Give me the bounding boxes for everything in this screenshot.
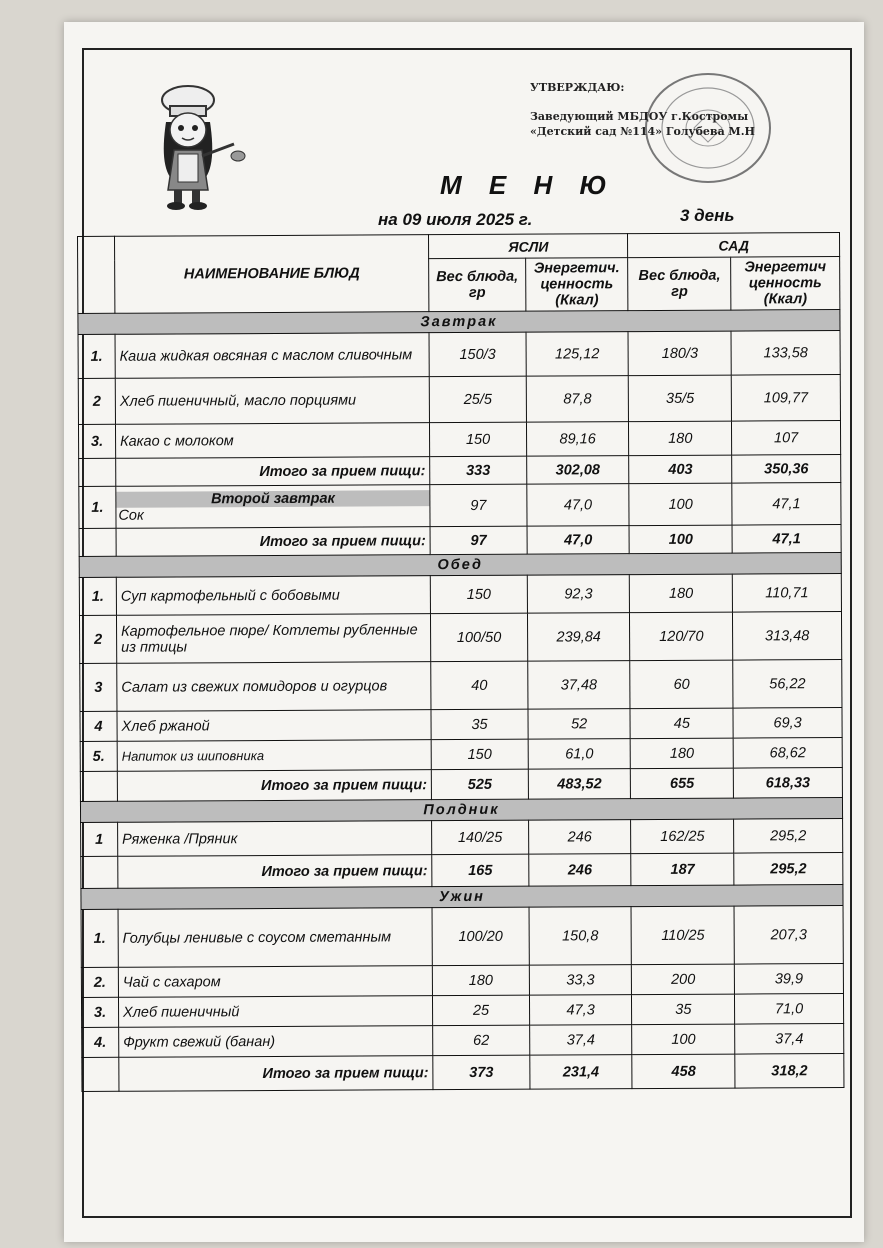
energy-kindergarten: 69,3 (733, 708, 842, 739)
weight-kindergarten: 100 (632, 1024, 735, 1055)
weight-nursery: 25 (433, 995, 530, 1026)
total-label: Итого за прием пищи: (119, 1056, 433, 1092)
energy-nursery: 52 (528, 709, 631, 740)
header-group-nursery: ЯСЛИ (429, 234, 628, 259)
empty-cell (79, 458, 116, 486)
energy-nursery: 33,3 (529, 965, 632, 996)
row-number: 1. (79, 486, 116, 528)
section-title: Полдник (80, 797, 842, 822)
energy-nursery: 125,12 (526, 332, 629, 377)
dish-name: Какао с молоком (115, 423, 429, 459)
total-energy-nursery: 47,0 (527, 526, 630, 555)
row-number: 2 (79, 615, 116, 663)
header-energy-2: Энергетич ценность (Ккал) (731, 257, 840, 311)
dish-cell (116, 485, 430, 529)
table-row (80, 660, 842, 712)
energy-nursery: 61,0 (528, 739, 631, 770)
table-row (79, 612, 841, 664)
energy-nursery: 89,16 (526, 422, 629, 457)
total-weight-nursery: 165 (432, 854, 529, 887)
total-energy-nursery: 302,08 (526, 456, 629, 485)
table-row (78, 421, 840, 459)
row-number: 1. (78, 334, 115, 378)
header-weight-1: Вес блюда, гр (429, 258, 526, 312)
snack-rows (81, 818, 843, 888)
total-weight-kindergarten: 100 (629, 525, 732, 554)
energy-nursery: 47,0 (527, 484, 630, 527)
dish-name: Фрукт свежий (банан) (119, 1026, 433, 1058)
energy-kindergarten: 107 (732, 421, 841, 456)
header-weight-2: Вес блюда, гр (628, 257, 731, 311)
approval-title: УТВЕРЖДАЮ: (530, 81, 625, 94)
total-energy-nursery: 483,52 (528, 769, 631, 800)
weight-nursery: 150/3 (429, 332, 526, 377)
dish-name: Ряженка /Пряник (118, 821, 432, 857)
dish-name: Чай с сахаром (118, 966, 432, 998)
energy-kindergarten: 313,48 (733, 612, 842, 661)
energy-kindergarten: 109,77 (731, 375, 840, 422)
header-name: НАИМЕНОВАНИЕ БЛЮД (114, 235, 429, 314)
total-energy-kindergarten: 47,1 (732, 525, 841, 554)
dish-name: Картофельное пюре/ Котлеты рубленные из птицы (116, 614, 430, 664)
weight-nursery: 100/50 (431, 613, 528, 662)
energy-nursery: 87,8 (526, 376, 629, 423)
energy-kindergarten: 133,58 (731, 331, 840, 376)
table-row (80, 738, 842, 772)
weight-nursery: 62 (433, 1025, 530, 1056)
energy-kindergarten: 47,1 (732, 483, 841, 526)
row-number: 4 (80, 711, 117, 741)
weight-nursery: 150 (431, 739, 528, 770)
table-row (81, 963, 843, 997)
dinner-rows (81, 905, 844, 1091)
approval-line-1: Заведующий МБДОУ г.Костромы (530, 110, 749, 123)
total-row (82, 1053, 844, 1091)
table-row (81, 993, 843, 1027)
total-weight-kindergarten: 458 (632, 1054, 735, 1089)
total-row (79, 525, 841, 557)
total-weight-nursery: 333 (430, 456, 527, 485)
row-number: 5. (80, 741, 117, 771)
table-row (78, 331, 840, 379)
energy-nursery: 37,4 (529, 1025, 632, 1056)
weight-kindergarten: 35/5 (629, 375, 732, 422)
weight-kindergarten: 162/25 (631, 819, 734, 854)
chef-girl-illustration (140, 82, 250, 212)
energy-nursery: 47,3 (529, 995, 632, 1026)
weight-kindergarten: 60 (630, 660, 733, 709)
energy-nursery: 246 (528, 820, 631, 855)
row-number: 3. (78, 424, 115, 458)
energy-kindergarten: 37,4 (735, 1023, 844, 1054)
menu-date: на 09 июля 2025 г. (378, 210, 533, 229)
section-title: Обед (79, 553, 841, 578)
row-number: 3. (81, 997, 118, 1027)
dish-name: Хлеб пшеничный (118, 996, 432, 1028)
approval-block (530, 80, 755, 139)
weight-kindergarten: 180 (630, 574, 733, 613)
section-second-breakfast: Второй завтрак (116, 490, 429, 508)
total-label: Итого за прием пищи: (116, 457, 430, 487)
total-label: Итого за прием пищи: (118, 855, 432, 889)
header-number-cell (78, 236, 115, 313)
menu-title: М Е Н Ю (440, 170, 617, 200)
total-row (80, 768, 842, 802)
row-number: 1. (81, 909, 118, 967)
total-energy-nursery: 231,4 (530, 1055, 633, 1090)
energy-kindergarten: 56,22 (733, 660, 842, 709)
dish-name: Суп картофельный с бобовыми (116, 576, 430, 616)
header-energy-1: Энергетич. ценность (Ккал) (525, 258, 628, 312)
total-row (81, 852, 843, 888)
dish-name: Голубцы ленивые с соусом сметанным (118, 908, 433, 968)
row-number: 2 (78, 378, 115, 424)
weight-nursery: 150 (430, 422, 527, 457)
section-title: Завтрак (78, 310, 840, 335)
energy-kindergarten: 110,71 (732, 574, 841, 613)
total-weight-kindergarten: 187 (631, 853, 734, 886)
weight-nursery: 150 (430, 575, 527, 614)
weight-nursery: 97 (430, 484, 527, 527)
table-row (81, 905, 843, 967)
total-weight-nursery: 373 (433, 1055, 530, 1090)
weight-nursery: 35 (431, 709, 528, 740)
total-label: Итого за прием пищи: (116, 527, 430, 557)
energy-kindergarten: 71,0 (735, 993, 844, 1024)
weight-kindergarten: 45 (630, 708, 733, 739)
total-weight-nursery: 97 (430, 526, 527, 555)
menu-table (77, 232, 844, 1092)
total-row (79, 455, 841, 487)
lunch-rows (79, 574, 842, 802)
table-row (78, 375, 840, 425)
row-number: 2. (81, 967, 118, 997)
energy-kindergarten: 207,3 (734, 905, 843, 964)
energy-nursery: 150,8 (529, 907, 632, 966)
empty-cell (82, 1057, 119, 1091)
row-number: 4. (82, 1027, 119, 1057)
table-row (80, 708, 842, 742)
total-energy-nursery: 246 (528, 854, 631, 887)
total-weight-nursery: 525 (432, 769, 529, 800)
table-row (79, 483, 841, 529)
empty-cell (79, 528, 116, 556)
header-group-kindergarten: САД (628, 233, 840, 258)
dish-name: Сок (118, 507, 144, 524)
total-energy-kindergarten: 318,2 (735, 1053, 844, 1088)
energy-kindergarten: 39,9 (734, 963, 843, 994)
approval-line-2: «Детский сад №114» Голубева М.Н (530, 125, 755, 138)
weight-kindergarten: 200 (632, 964, 735, 995)
table-row (79, 574, 841, 616)
energy-nursery: 239,84 (527, 613, 630, 662)
section-title: Ужин (81, 884, 843, 909)
breakfast-rows (78, 331, 841, 487)
energy-kindergarten: 68,62 (733, 738, 842, 769)
total-energy-kindergarten: 350,36 (732, 455, 841, 484)
second-breakfast-rows (79, 483, 841, 557)
energy-nursery: 37,48 (527, 661, 630, 710)
weight-kindergarten: 110/25 (631, 906, 734, 965)
weight-kindergarten: 180 (631, 738, 734, 769)
menu-day: 3 день (680, 206, 735, 225)
weight-kindergarten: 35 (632, 994, 735, 1025)
dish-name: Каша жидкая овсяная с маслом сливочным (115, 333, 429, 379)
table-row (81, 818, 843, 856)
total-energy-kindergarten: 295,2 (734, 852, 843, 885)
total-weight-kindergarten: 403 (629, 455, 732, 484)
row-number: 3 (80, 663, 117, 711)
empty-cell (81, 856, 118, 888)
weight-nursery: 100/20 (432, 907, 529, 966)
weight-kindergarten: 180 (629, 421, 732, 456)
weight-nursery: 140/25 (432, 820, 529, 855)
dish-name: Салат из свежих помидоров и огурцов (117, 662, 431, 712)
dish-name: Напиток из шиповника (117, 740, 431, 772)
weight-kindergarten: 100 (629, 483, 732, 526)
dish-name: Хлеб ржаной (117, 710, 431, 742)
total-weight-kindergarten: 655 (631, 768, 734, 799)
row-number: 1. (79, 577, 116, 615)
weight-nursery: 25/5 (429, 376, 526, 423)
weight-kindergarten: 120/70 (630, 612, 733, 661)
empty-cell (80, 771, 117, 801)
table-row (82, 1023, 844, 1057)
row-number: 1 (81, 822, 118, 856)
total-label: Итого за прием пищи: (117, 770, 431, 802)
weight-nursery: 180 (433, 965, 530, 996)
energy-kindergarten: 295,2 (734, 818, 843, 853)
total-energy-kindergarten: 618,33 (733, 768, 842, 799)
dish-name: Хлеб пшеничный, масло порциями (115, 377, 429, 425)
energy-nursery: 92,3 (527, 575, 630, 614)
weight-nursery: 40 (431, 661, 528, 710)
weight-kindergarten: 180/3 (628, 331, 731, 376)
